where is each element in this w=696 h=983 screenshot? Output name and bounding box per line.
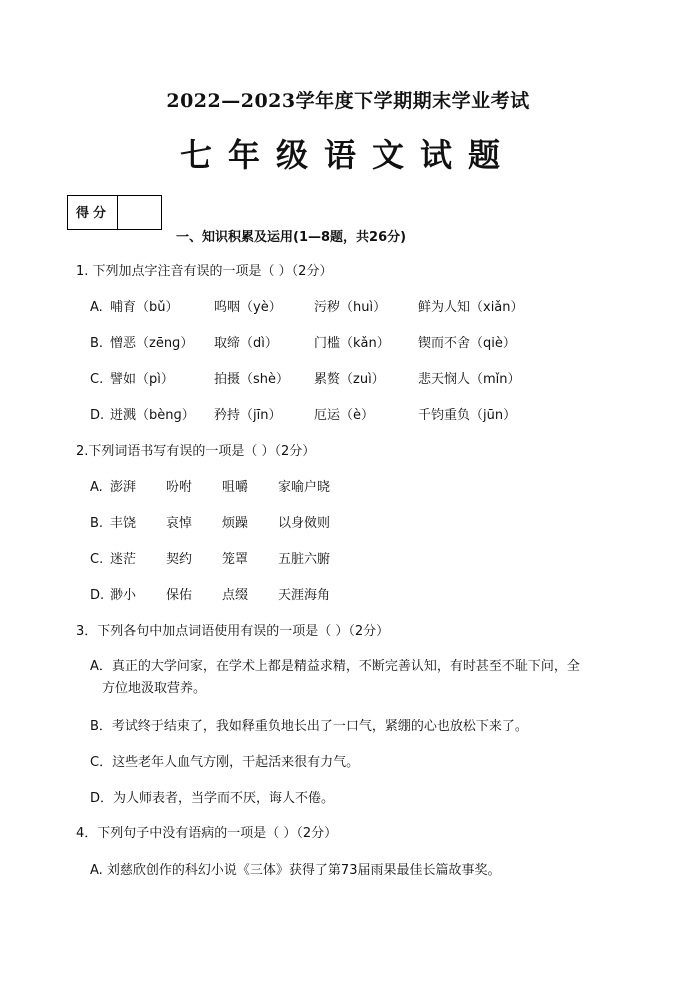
option-letter: C. bbox=[90, 552, 104, 567]
score-box bbox=[67, 195, 162, 230]
option-letter: D. bbox=[90, 588, 105, 603]
option-word: 家喻户晓 bbox=[278, 480, 331, 495]
option-letter: B. bbox=[90, 336, 104, 351]
option-word: 丰饶 bbox=[110, 516, 137, 531]
option-word: 拍摄（shè） bbox=[214, 372, 290, 387]
option-letter: A. bbox=[90, 480, 103, 495]
question-4-stem: 4．下列句子中没有语病的一项是（ ）（2分） bbox=[76, 826, 338, 841]
option-word: 取缔（dì） bbox=[214, 336, 278, 351]
question-3-stem: 3．下列各句中加点词语使用有误的一项是（ ）（2分） bbox=[76, 624, 390, 639]
option-word: 累赘（zuì） bbox=[314, 372, 385, 387]
option-word: 污秽（huì） bbox=[314, 300, 387, 315]
option-word: 咀嚼 bbox=[222, 480, 249, 495]
option-word: 迸溅（bènɡ） bbox=[110, 408, 195, 423]
option-letter: B. bbox=[90, 516, 104, 531]
option-word: 锲而不舍（qiè） bbox=[418, 336, 516, 351]
option-word: 吩咐 bbox=[166, 480, 193, 495]
option-word: 鲜为人知（xiǎn） bbox=[418, 300, 524, 315]
option-word: 呜咽（yè） bbox=[214, 300, 282, 315]
option-word: 迷茫 bbox=[110, 552, 137, 567]
option-word: 天涯海角 bbox=[278, 588, 331, 603]
option-letter: D. bbox=[90, 408, 105, 423]
option-word: 憎恶（zēnɡ） bbox=[110, 336, 194, 351]
section-heading: 一、知识积累及运用(1—8题，共26分) bbox=[176, 230, 407, 245]
option-word: 烦躁 bbox=[222, 516, 249, 531]
option-word: 悲天悯人（mǐn） bbox=[418, 372, 521, 387]
question-2-stem: 2.下列词语书写有误的一项是（ ）（2分） bbox=[76, 444, 316, 459]
option-word: 厄运（è） bbox=[314, 408, 374, 423]
option-word: 点缀 bbox=[222, 588, 249, 603]
question-1-stem: 1. 下列加点字注音有误的一项是（ ）（2分） bbox=[76, 264, 333, 279]
q3-option-b: B．考试终于结束了，我如释重负地长出了一口气，紧绷的心也放松下来了。 bbox=[90, 719, 528, 734]
q3-option-a-line1: A．真正的大学问家，在学术上都是精益求精，不断完善认知，有时甚至不耻下问，全 bbox=[90, 659, 580, 674]
score-label: 得分 bbox=[68, 196, 118, 229]
option-word: 笼罩 bbox=[222, 552, 249, 567]
option-word: 哺育（bǔ） bbox=[110, 300, 179, 315]
option-word: 千钧重负（jūn） bbox=[418, 408, 517, 423]
q3-option-a-line2: 方位地汲取营养。 bbox=[102, 681, 207, 696]
option-letter: A. bbox=[90, 300, 103, 315]
option-word: 矜持（jīn） bbox=[214, 408, 282, 423]
option-word: 门槛（kǎn） bbox=[314, 336, 390, 351]
option-letter: C. bbox=[90, 372, 104, 387]
option-word: 譬如（pì） bbox=[110, 372, 174, 387]
q3-option-c: C．这些老年人血气方刚，干起活来很有力气。 bbox=[90, 755, 360, 770]
q4-option-a: A. 刘慈欣创作的科幻小说《三体》获得了第73届雨果最佳长篇故事奖。 bbox=[90, 863, 501, 878]
exam-title: 2022—2023学年度下学期期末学业考试 bbox=[166, 90, 530, 112]
option-word: 五脏六腑 bbox=[278, 552, 331, 567]
option-word: 契约 bbox=[166, 552, 193, 567]
option-word: 保佑 bbox=[166, 588, 193, 603]
subject-title: 七年级语文试题 bbox=[179, 136, 516, 174]
q3-option-d: D．为人师表者，当学而不厌，诲人不倦。 bbox=[90, 791, 335, 806]
option-word: 哀悼 bbox=[166, 516, 193, 531]
option-word: 澎湃 bbox=[110, 480, 137, 495]
option-word: 渺小 bbox=[110, 588, 137, 603]
option-word: 以身傚则 bbox=[278, 516, 331, 531]
q3-option-a bbox=[90, 656, 630, 700]
score-value bbox=[118, 196, 161, 229]
